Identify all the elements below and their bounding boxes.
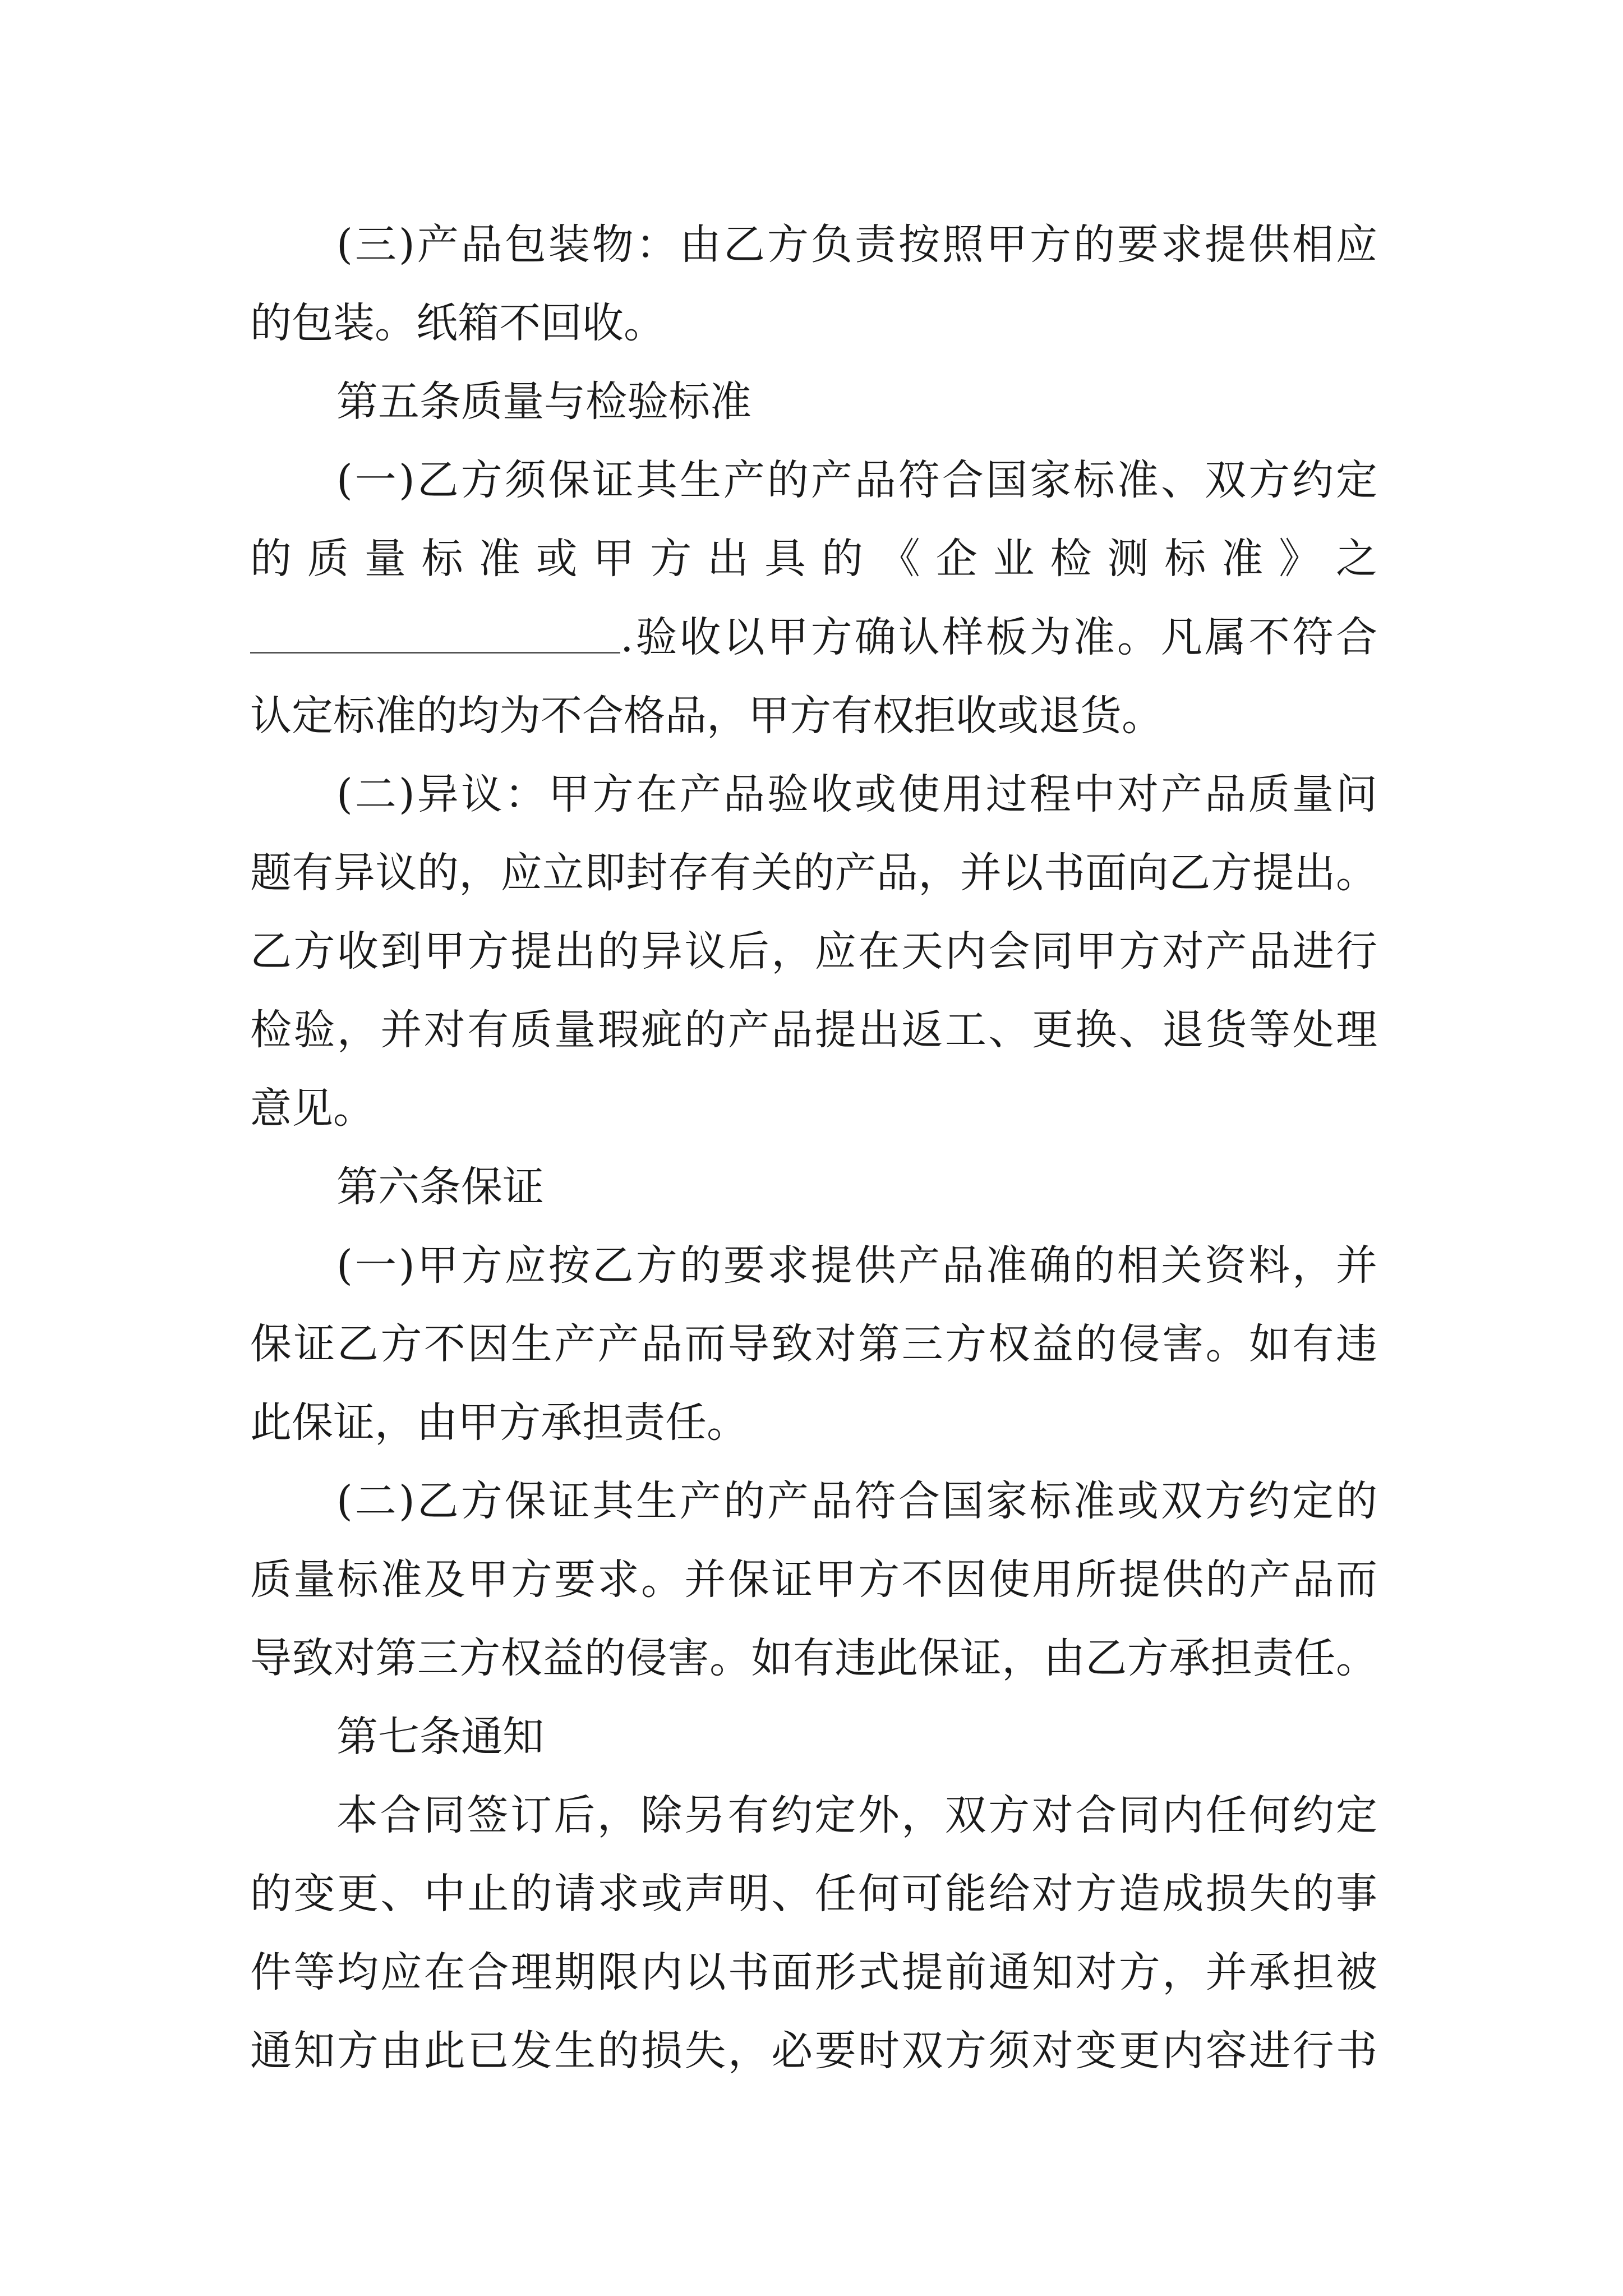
article-6-item-1-line-2: 保证乙方不因生产产品而导致对第三方权益的侵害。如有违 — [250, 1320, 1377, 1368]
article-5-item-2-line-2: 题有异议的，应立即封存有关的产品，并以书面向乙方提出。 — [250, 849, 1377, 897]
article-7-para-line-2: 的变更、中止的请求或声明、任何可能给对方造成损失的事 — [250, 1870, 1377, 1918]
article-5-item-2-line-3: 乙方收到甲方提出的异议后，应在天内会同甲方对产品进行 — [250, 927, 1377, 976]
article-6-item-2-line-1: (二)乙方保证其生产的产品符合国家标准或双方约定的 — [336, 1477, 1377, 1525]
article-5-item-1-line-3-text: .验收以甲方确认样板为准。凡属不符合 — [620, 613, 1377, 661]
article-6-item-2-line-3: 导致对第三方权益的侵害。如有违此保证，由乙方承担责任。 — [250, 1634, 1377, 1682]
article-5-heading: 第五条质量与检验标准 — [336, 378, 751, 426]
article-6-heading: 第六条保证 — [336, 1163, 544, 1211]
article-7-para-line-4: 通知方由此已发生的损失，必要时双方须对变更内容进行书 — [250, 2027, 1377, 2075]
article-5-item-2-line-1: (二)异议：甲方在产品验收或使用过程中对产品质量问 — [336, 770, 1377, 818]
article-5-item-1-line-2: 的质量标准或甲方出具的《企业检测标准》之 — [250, 535, 1377, 583]
article-5-item-2-line-5: 意见。 — [250, 1084, 375, 1133]
clause-3-packaging-line-1: (三)产品包装物：由乙方负责按照甲方的要求提供相应 — [336, 220, 1377, 269]
article-7-para-line-1: 本合同签订后，除另有约定外，双方对合同内任何约定 — [336, 1791, 1377, 1839]
article-7-para-line-3: 件等均应在合理期限内以书面形式提前通知对方，并承担被 — [250, 1948, 1377, 1996]
article-5-item-1-line-4: 认定标准的均为不合格品，甲方有权拒收或退货。 — [250, 692, 1163, 740]
article-5-item-1-line-1: (一)乙方须保证其生产的产品符合国家标准、双方约定 — [336, 456, 1377, 504]
clause-3-packaging-line-2: 的包装。纸箱不回收。 — [250, 299, 665, 347]
article-6-item-2-line-2: 质量标准及甲方要求。并保证甲方不因使用所提供的产品而 — [250, 1556, 1377, 1604]
article-7-heading: 第七条通知 — [336, 1713, 544, 1761]
article-5-item-2-line-4: 检验，并对有质量瑕疵的产品提出返工、更换、退货等处理 — [250, 1006, 1377, 1054]
article-6-item-1-line-3: 此保证，由甲方承担责任。 — [250, 1398, 748, 1447]
fill-in-blank — [250, 610, 620, 654]
article-6-item-1-line-1: (一)甲方应按乙方的要求提供产品准确的相关资料，并 — [336, 1241, 1377, 1290]
article-5-item-1-line-3 — [250, 598, 1377, 677]
